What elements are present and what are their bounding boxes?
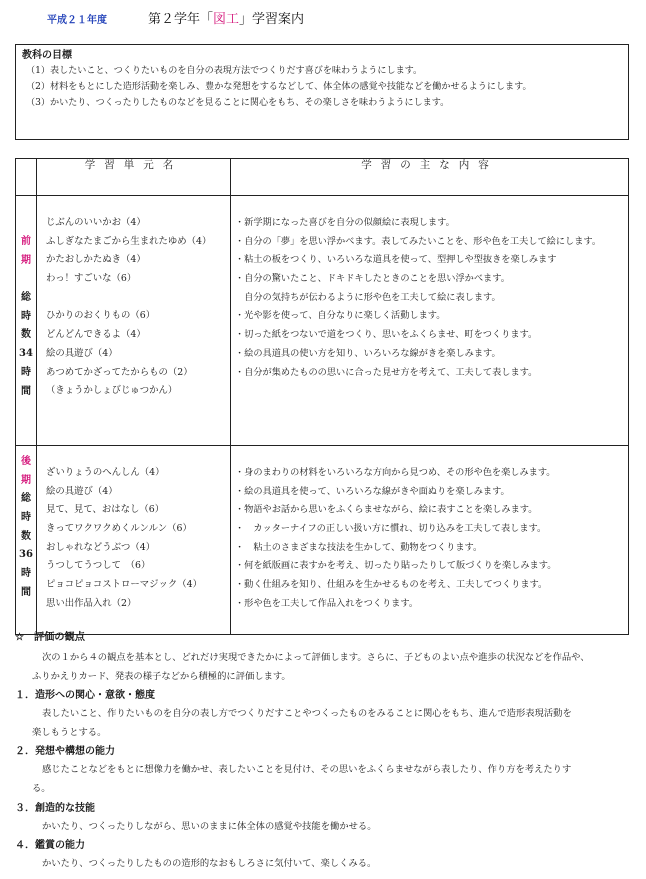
term-char: 総 [21, 292, 31, 304]
criterion-number: ３． [15, 802, 35, 814]
goal-number: （1） [26, 66, 50, 76]
criterion-text: 表したいこと、作りたいものを自分の表し方でつくりだすことやつくったものをみることに関心をもち、進んで造形表現活動を [42, 708, 572, 720]
content-item: ・何を紙版画に表すかを考え、切ったり貼ったりして版づくりを楽しみます。 [235, 560, 557, 572]
second-term-units [37, 446, 231, 635]
second-term-row [16, 446, 629, 635]
unit-name: どんどんできるよ（4） [46, 329, 146, 341]
term-char: 後 [21, 456, 31, 467]
page-header [0, 12, 646, 32]
criterion-heading [15, 742, 635, 761]
second-term-contents [231, 446, 629, 635]
goal-item [22, 82, 622, 93]
goal-text: かいたり、つくったりしたものなどを見ることに関心をもち、その楽しさを味わうようにします。 [50, 97, 450, 108]
content-item: ・絵の具道具の使い方を知り、いろいろな線がきを楽しみます。 [235, 347, 501, 359]
title-subject: 図工 [213, 12, 240, 27]
unit-name [37, 289, 230, 308]
unit-name: ふしぎなたまごから生まれたゆめ（4） [46, 235, 212, 247]
term-char: 間 [21, 385, 31, 397]
criterion-title: 鑑賞の能力 [35, 840, 85, 852]
unit-name: ひかりのおくりもの（6） [46, 310, 156, 322]
term-hours: 36 [19, 549, 33, 561]
second-term-label [16, 446, 37, 635]
unit-name: ざいりょうのへんしん（4） [46, 467, 165, 478]
content-item: ・自分が集めたものの思いに合った見せ方を考えて、工夫して表します。 [235, 366, 538, 378]
content-item: ・光や影を使って、自分なりに楽しく活動します。 [235, 310, 446, 322]
content-item: ・形や色を工夫して作品入れをつくります。 [235, 597, 419, 609]
term-char: 時 [21, 512, 31, 524]
unit-name: 絵の具遊び（4） [46, 485, 118, 497]
content-item: ・ カッターナイフの正しい扱い方に慣れ、切り込みを工夫して表します。 [235, 523, 547, 535]
unit-name: あつめてかざってたからもの（2） [46, 366, 193, 378]
content-item: ・自分の「夢」を思い浮かべます。表してみたいことを、形や色を工夫して絵にします。 [235, 235, 602, 247]
criterion-title: 造形への関心・意欲・態度 [35, 690, 155, 702]
criterion-title: 創造的な技能 [35, 802, 95, 814]
term-char [16, 270, 36, 289]
title-prefix: 第２学年「 [148, 12, 214, 27]
goal-number: （3） [26, 97, 50, 108]
evaluation-intro: ふりかえりカード、発表の様子などから積極的に評価します。 [32, 670, 291, 682]
subject-goals-box [15, 44, 629, 140]
main-content-header: 学習の主な内容 [231, 159, 629, 196]
goal-text: 表したいこと、つくりたいものを自分の表現方法でつくりだす喜びを味わうようにします。 [50, 66, 423, 76]
goal-text: 材料をもとにした造形活動を楽しみ、豊かな発想をするなどして、体全体の感覚や技能などを働かせるようにします。 [50, 81, 532, 92]
unit-name: 思い出作品入れ（2） [46, 597, 137, 609]
criterion-heading [15, 836, 635, 855]
goals-heading: 教科の目標 [22, 50, 72, 61]
unit-name: わっ！すごいな（6） [46, 273, 137, 285]
criterion-text: 楽しもうとする。 [32, 726, 107, 738]
content-item [231, 382, 628, 401]
criterion-text: かいたり、つくったりしたものの造形的なおもしろさに気付いて、楽しくみる。 [42, 858, 377, 870]
criterion-number: ２． [15, 746, 35, 758]
page-title [148, 12, 304, 28]
criterion-heading [15, 686, 635, 705]
content-item: ・切った紙をつないで道をつくり、思いをふくらませ、町をつくります。 [235, 329, 538, 341]
term-char: 数 [21, 329, 31, 341]
term-char: 時 [21, 568, 31, 580]
term-char: 期 [21, 474, 31, 486]
criterion-number: ４． [15, 840, 35, 852]
unit-name: （きょうかしょびじゅつかん） [46, 385, 178, 397]
unit-name: きってワクワクめくルンルン（6） [46, 523, 192, 535]
first-term-label [16, 196, 37, 446]
criterion-heading [15, 799, 635, 818]
term-char: 数 [21, 530, 31, 542]
content-item: ・身のまわりの材料をいろいろな方向から見つめ、その形や色を楽しみます。 [235, 467, 556, 478]
content-item: ・ 粘土のさまざまな技法を生かして、動物をつくります。 [235, 541, 483, 553]
term-char: 時 [21, 366, 31, 378]
evaluation-section [15, 631, 635, 874]
term-hours: 34 [19, 348, 33, 360]
unit-name: おしゃれなどうぶつ（4） [46, 541, 156, 553]
term-char: 時 [21, 310, 31, 322]
unit-name: 見て、見て、おはなし（6） [46, 504, 165, 516]
criterion-title: 発想や構想の能力 [35, 746, 115, 758]
unit-name: かたおしかたぬき（4） [46, 254, 146, 266]
content-item: ・動く仕組みを知り、仕組みを生かせるものを考え、工夫してつくります。 [235, 579, 548, 591]
first-term-units [37, 196, 231, 446]
evaluation-title: 評価の観点 [34, 631, 85, 643]
unit-name: 絵の具遊び（4） [46, 347, 118, 359]
content-item: ・自分の驚いたこと、ドキドキしたときのことを思い浮かべます。 [235, 273, 510, 285]
content-item: ・物語やお話から思いをふくらませながら、絵に表すことを楽しみます。 [235, 504, 538, 516]
term-char: 前 [21, 236, 31, 247]
content-item: ・新学期になった喜びを自分の似顔絵に表現します。 [235, 217, 455, 228]
title-suffix: 」学習案内 [239, 12, 305, 27]
term-char: 総 [21, 493, 31, 505]
criterion-text: 感じたことなどをもとに想像力を働かせ、表したいことを見付け、その思いをふくらませながら表したり、作り方を考えたりす [42, 764, 572, 776]
unit-name: うつしてうつして （6） [46, 560, 151, 572]
learning-units-table [15, 158, 629, 635]
criterion-text: かいたり、つくったりしながら、思いのままに体全体の感覚や技能を働かせる。 [42, 820, 377, 832]
table-header-row [16, 159, 629, 196]
criterion-number: １． [15, 690, 35, 702]
first-term-contents [231, 196, 629, 446]
unit-name: ピョコピョコストローマジック（4） [46, 579, 202, 591]
criterion-text: る。 [32, 782, 51, 794]
star-icon: ☆ [15, 631, 25, 643]
evaluation-heading [15, 631, 635, 649]
goal-number: （2） [26, 81, 50, 92]
unit-name-header: 学習単元名 [37, 159, 231, 196]
school-year: 平成２１年度 [47, 15, 107, 26]
term-char: 間 [21, 586, 31, 598]
goal-item [22, 98, 622, 109]
term-char: 期 [21, 254, 31, 266]
content-item: ・粘土の板をつくり、いろいろな道具を使って、型押しや型抜きを楽しみます [235, 254, 557, 266]
evaluation-intro: 次の１から４の観点を基本とし、どれだけ実現できたかによって評価します。さらに、子どものよい点や進歩の状況などを作品や、 [42, 652, 590, 663]
content-item: 自分の気持ちが伝わるように形や色を工夫して絵に表します。 [235, 291, 501, 303]
goal-item [22, 66, 622, 77]
term-header-cell [16, 159, 37, 196]
first-term-row [16, 196, 629, 446]
unit-name: じぶんのいいかお（4） [46, 217, 146, 228]
content-item: ・絵の具道具を使って、いろいろな線がきや面ぬりを楽しみます。 [235, 485, 510, 497]
